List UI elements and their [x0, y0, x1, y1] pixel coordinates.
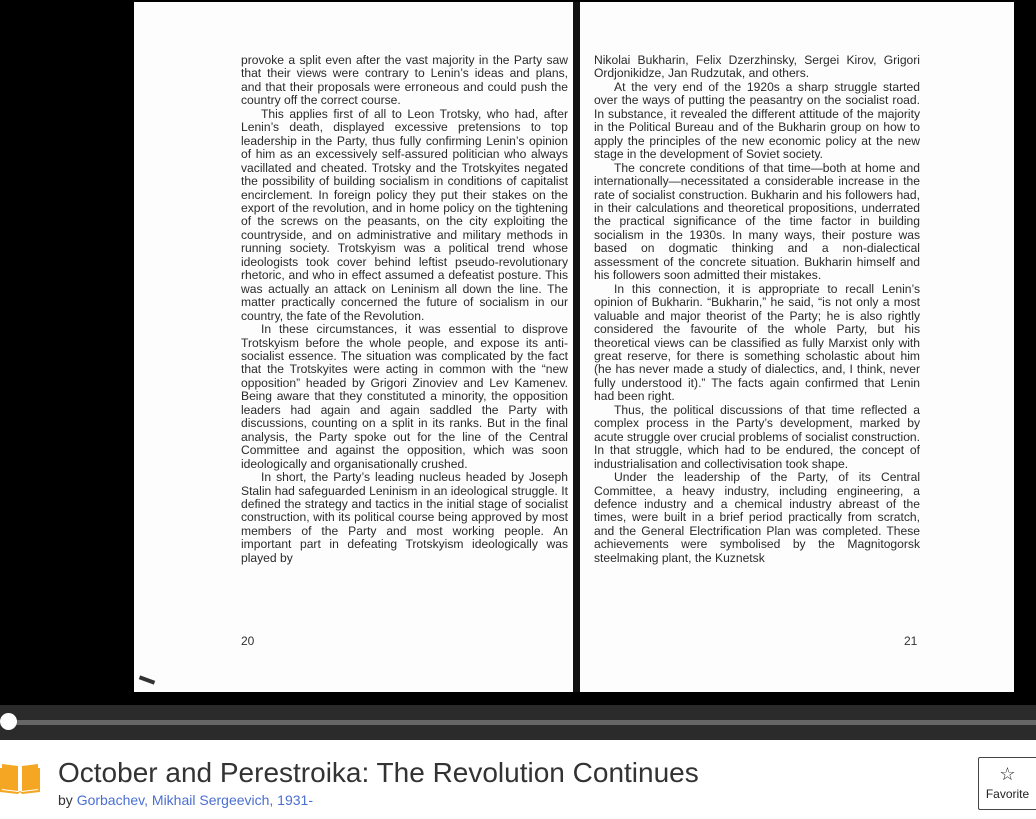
- right-page-number: 21: [904, 634, 918, 648]
- left-page-text: [241, 54, 568, 565]
- item-title: October and Perestroika: The Revolution Continues: [58, 757, 699, 788]
- item-info: [0, 740, 1036, 819]
- right-paragraph-2: At the very end of the 1920s a sharp struggle started over the ways of putting the peasantry on the socialist road. In substance, it revealed the different attitude of the majority in the Political Bureau and of the Bukharin group on how to apply the principles of the new economic policy at the new stage in the development of Soviet society.: [594, 79, 920, 162]
- by-label: by: [58, 792, 73, 808]
- scrubber-track[interactable]: [8, 720, 1036, 725]
- scrubber-handle[interactable]: [0, 713, 17, 730]
- page-corner-mark: [139, 675, 155, 684]
- book-spread[interactable]: [134, 2, 1014, 692]
- favorite-button[interactable]: [978, 757, 1036, 810]
- right-paragraph-1: Nikolai Bukharin, Felix Dzerzhinsky, Sergei Kirov, Grigori Ordjonikidze, Jan Rudzutak, and others.: [594, 53, 920, 81]
- left-paragraph-1: provoke a split even after the vast majority in the Party saw that their views were contrary to Lenin’s ideas and plans, and that their proposals were erroneous and could push the country off the correct course.: [241, 53, 568, 108]
- page-scrubber[interactable]: [0, 705, 1036, 740]
- left-paragraph-3: In these circumstances, it was essential to disprove Trotskyism before the whole people, and expose its anti-socialist essence. The situation was complicated by the fact that the Trotskyites were acting in common with the “new opposition” headed by Grigori Zinoviev and Lev Kamenev. Being aware that they constituted a minority, the opposition leaders had again and again saddled the Party with discussions, counting on a split in its ranks. But in the final analysis, the Party spoke out for the line of the Central Committee and against the opposition, which was soon ideologically and organisationally crushed.: [241, 322, 568, 471]
- right-paragraph-5: Thus, the political discussions of that time reflected a complex process in the Party’s development, marked by acute struggle over crucial problems of socialist construction. In that struggle, which had to be endured, the concept of industrialisation and collectivisation took shape.: [594, 402, 921, 471]
- right-paragraph-3: The concrete conditions of that time—both at home and internationally—necessitated a considerable increase in the rate of socialist construction. Bukharin and his followers had, in their calculations and theoretical propositions, underrated the practical significance of the time factor in building socialism in the 1930s. In many ways, their posture was based on dogmatic thinking and a non-dialectical assessment of the concrete situation. Bukharin himself and his followers soon admitted their mistakes.: [594, 160, 920, 283]
- left-paragraph-4: In short, the Party’s leading nucleus headed by Joseph Stalin had safeguarded Leninism in an ideological struggle. It defined the strategy and tactics in the initial stage of socialist construction, with its political course being approved by most members of the Party and most working people. An important part in defeating Trotskyism ideologically was played by: [241, 470, 568, 565]
- right-page-text: [594, 54, 920, 565]
- item-byline: [58, 792, 313, 808]
- author-link[interactable]: Gorbachev, Mikhail Sergeevich, 1931-: [76, 792, 313, 808]
- left-page-number: 20: [241, 634, 255, 648]
- open-book-icon: [0, 760, 40, 794]
- left-paragraph-2: This applies first of all to Leon Trotsky, who had, after Lenin’s death, displayed excessive pretensions to top leadership in the Party, thus fully confirming Lenin’s opinion of him as an excessively self-assured politician who always vacillated and cheated. Trotsky and the Trotskyites negated the possibility of building socialism in conditions of capitalist encirclement. In foreign policy they put their stakes on the export of the revolution, and in home policy on the tightening of the screws on the peasants, on the city exploiting the countryside, and on administrative and military methods in running society. Trotskyism was a political trend whose ideologists took cover behind leftist pseudo-revolutionary rhetoric, and who in effect assumed a defeatist posture. This was actually an attack on Leninism all down the line. The matter practically concerned the future of socialism in our country, the fate of the Revolution.: [241, 106, 568, 323]
- favorite-label: Favorite: [985, 787, 1030, 801]
- star-icon: ☆: [999, 764, 1016, 784]
- right-page[interactable]: [580, 2, 1014, 692]
- left-page[interactable]: [134, 2, 575, 692]
- right-paragraph-4: In this connection, it is appropriate to recall Lenin’s opinion of Bukharin. “Bukharin,” he said, “is not only a most valuable and major theorist of the Party; he is also rightly considered the favourite of the whole Party, but his theoretical views can be classified as fully Marxist only with great reserve, for there is something scholastic about him (he has never made a study of dialectics, and, I think, never fully understood it).” The facts again confirmed that Lenin had been right.: [594, 281, 920, 404]
- right-paragraph-6: Under the leadership of the Party, of its Central Committee, a heavy industry, including engineering, a defence industry and a chemical industry abreast of the times, were built in a brief period practically from scratch, and the General Electrification Plan was completed. These achievements were symbolised by the Magnitogorsk steelmaking plant, the Kuznetsk: [594, 470, 920, 565]
